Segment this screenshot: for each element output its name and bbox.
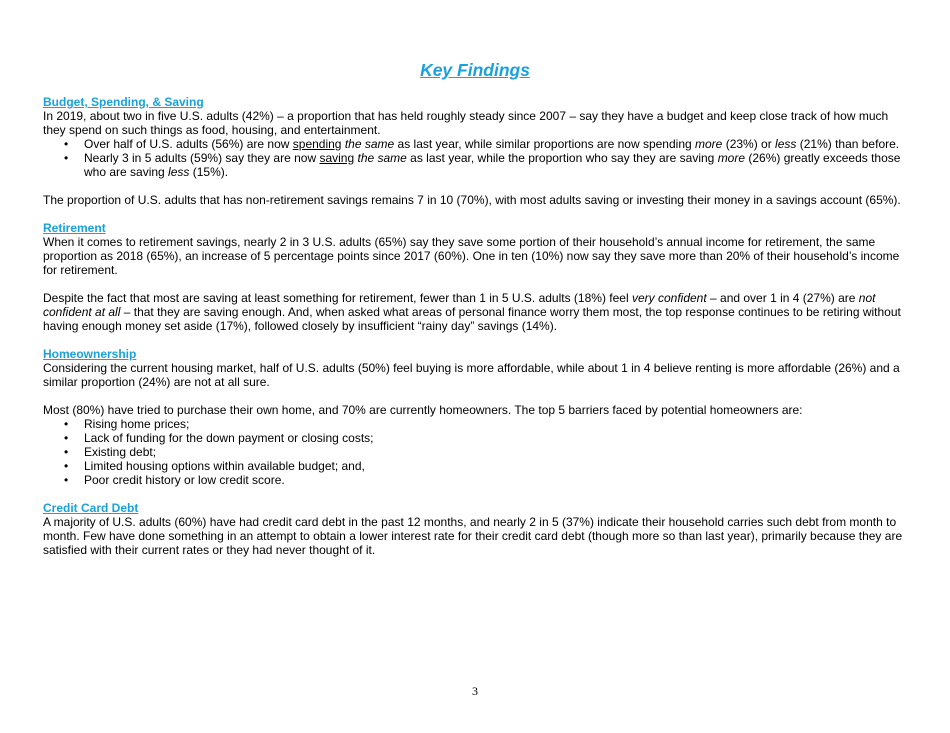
retirement-paragraph-2: Despite the fact that most are saving at least something for retirement, fewer than 1 in 5 U.S. adults (18%) feel very confident – and over 1 in 4 (27%) are not confident at all – that they are saving enough. And, when asked what areas of personal finance worry them most, the top response continues to be retiring without having enough money set aside (17%), followed closely by insufficient “rainy day” savings (14%). bbox=[43, 291, 901, 333]
section-heading-budget: Budget, Spending, & Saving bbox=[43, 95, 204, 109]
budget-bullet-list bbox=[43, 137, 908, 179]
barriers-list bbox=[43, 417, 908, 487]
list-item: • Poor credit history or low credit score. bbox=[43, 473, 908, 487]
list-item: • Over half of U.S. adults (56%) are now spending the same as last year, while similar proportions are now spending more (23%) or less (21%) than before. bbox=[43, 137, 908, 151]
list-item: • Nearly 3 in 5 adults (59%) say they are now saving the same as last year, while the proportion who say they are saving more (26%) greatly exceeds those who are saving less (15%). bbox=[43, 151, 908, 179]
list-item: • Limited housing options within available budget; and, bbox=[43, 459, 908, 473]
list-item: • Lack of funding for the down payment or closing costs; bbox=[43, 431, 908, 445]
list-item: • Rising home prices; bbox=[43, 417, 908, 431]
homeownership-paragraph-1: Considering the current housing market, half of U.S. adults (50%) feel buying is more affordable, while about 1 in 4 believe renting is more affordable (26%) and a similar proportion (24%) are not at all sure. bbox=[43, 361, 900, 389]
section-heading-credit-card-debt: Credit Card Debt bbox=[43, 501, 139, 515]
document-body bbox=[43, 95, 908, 557]
page-title: Key Findings bbox=[420, 60, 530, 80]
section-heading-retirement: Retirement bbox=[43, 221, 106, 235]
savings-paragraph: The proportion of U.S. adults that has non-retirement savings remains 7 in 10 (70%), with most adults saving or investing their money in a savings account (65%). bbox=[43, 193, 901, 207]
section-heading-homeownership: Homeownership bbox=[43, 347, 137, 361]
page-number: 3 bbox=[472, 684, 478, 698]
retirement-paragraph-1: When it comes to retirement savings, nearly 2 in 3 U.S. adults (65%) say they save some portion of their household’s annual income for retirement, the same proportion as 2018 (65%), an increase of 5 percentage points since 2017 (60%). One in ten (10%) now say they save more than 20% of their household’s income for retirement. bbox=[43, 235, 900, 277]
budget-intro: In 2019, about two in five U.S. adults (42%) – a proportion that has held roughly steady since 2007 – say they have a budget and keep close track of how much they spend on such things as food, housing, and entertainment. bbox=[43, 109, 889, 137]
list-item: • Existing debt; bbox=[43, 445, 908, 459]
credit-paragraph: A majority of U.S. adults (60%) have had credit card debt in the past 12 months, and nearly 2 in 5 (37%) indicate their household carries such debt from month to month. Few have done something in an attempt to obtain a lower interest rate for their credit card debt (though more so than last year), primarily because they are satisfied with their current rates or they had never thought of it. bbox=[43, 515, 903, 557]
homeownership-paragraph-2: Most (80%) have tried to purchase their own home, and 70% are currently homeowners. The top 5 barriers faced by potential homeowners are: bbox=[43, 403, 803, 417]
